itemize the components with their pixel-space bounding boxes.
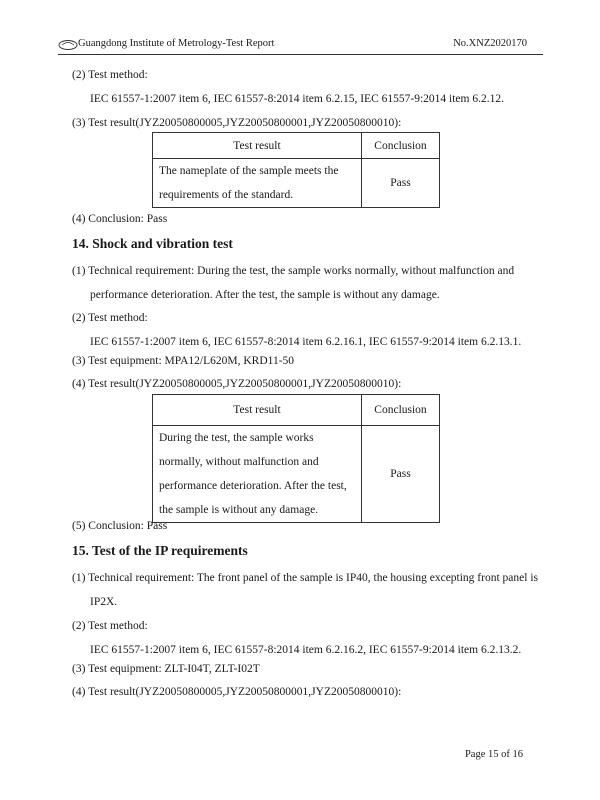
sec14-method-text: IEC 61557-1:2007 item 6, IEC 61557-8:2014 item 6.2.16.1, IEC 61557-9:2014 item 6.2.13.1. xyxy=(90,336,522,348)
table-row xyxy=(153,426,440,523)
conclusion-cell: Pass xyxy=(362,159,440,208)
sec13-result-table xyxy=(152,132,440,208)
page-header xyxy=(58,38,543,55)
table-header-row xyxy=(153,133,440,159)
sec13-result-label: (3) Test result(JYZ20050800005,JYZ20050800001,JYZ20050800010): xyxy=(72,117,402,129)
test-result-cell: The nameplate of the sample meets the requirements of the standard. xyxy=(153,159,362,208)
sec15-equipment: (3) Test equipment: ZLT-I04T, ZLT-I02T xyxy=(72,663,260,675)
table-row xyxy=(153,159,440,208)
institute-logo-icon xyxy=(58,39,78,50)
sec14-conclusion: (5) Conclusion: Pass xyxy=(72,520,168,532)
sec13-conclusion: (4) Conclusion: Pass xyxy=(72,213,168,225)
sec15-req-line1: (1) Technical requirement: The front panel of the sample is IP40, the housing excepting front panel is xyxy=(72,572,538,584)
sec15-req-line2: IP2X. xyxy=(90,596,118,608)
sec14-req-line2: performance deterioration. After the test, the sample is without any damage. xyxy=(90,289,440,301)
page-number: Page 15 of 16 xyxy=(464,749,523,760)
col-test-result: Test result xyxy=(153,395,362,426)
col-test-result: Test result xyxy=(153,133,362,159)
sec13-method-label: (2) Test method: xyxy=(72,69,148,81)
col-conclusion: Conclusion xyxy=(362,395,440,426)
sec14-method-label: (2) Test method: xyxy=(72,312,148,324)
test-result-cell: During the test, the sample works normally, without malfunction and performance deterioration. After the test, the sample is without any damage. xyxy=(153,426,362,523)
col-conclusion: Conclusion xyxy=(362,133,440,159)
institute-name: Guangdong Institute of Metrology-Test Report xyxy=(78,38,275,49)
conclusion-cell: Pass xyxy=(362,426,440,523)
sec14-result-label: (4) Test result(JYZ20050800005,JYZ20050800001,JYZ20050800010): xyxy=(72,378,402,390)
sec15-method-text: IEC 61557-1:2007 item 6, IEC 61557-8:2014 item 6.2.16.2, IEC 61557-9:2014 item 6.2.13.2. xyxy=(90,644,522,656)
report-number: No.XNZ2020170 xyxy=(453,38,527,49)
sec14-equipment: (3) Test equipment: MPA12/L620M, KRD11-50 xyxy=(72,355,295,367)
table-header-row xyxy=(153,395,440,426)
sec15-result-label: (4) Test result(JYZ20050800005,JYZ20050800001,JYZ20050800010): xyxy=(72,686,402,698)
sec14-result-table xyxy=(152,394,440,523)
sec13-method-text: IEC 61557-1:2007 item 6, IEC 61557-8:2014 item 6.2.15, IEC 61557-9:2014 item 6.2.12. xyxy=(90,93,504,105)
sec14-title: 14. Shock and vibration test xyxy=(72,236,233,251)
sec15-title: 15. Test of the IP requirements xyxy=(72,543,248,558)
sec15-method-label: (2) Test method: xyxy=(72,620,148,632)
sec14-req-line1: (1) Technical requirement: During the test, the sample works normally, without malfunction and xyxy=(72,265,515,277)
